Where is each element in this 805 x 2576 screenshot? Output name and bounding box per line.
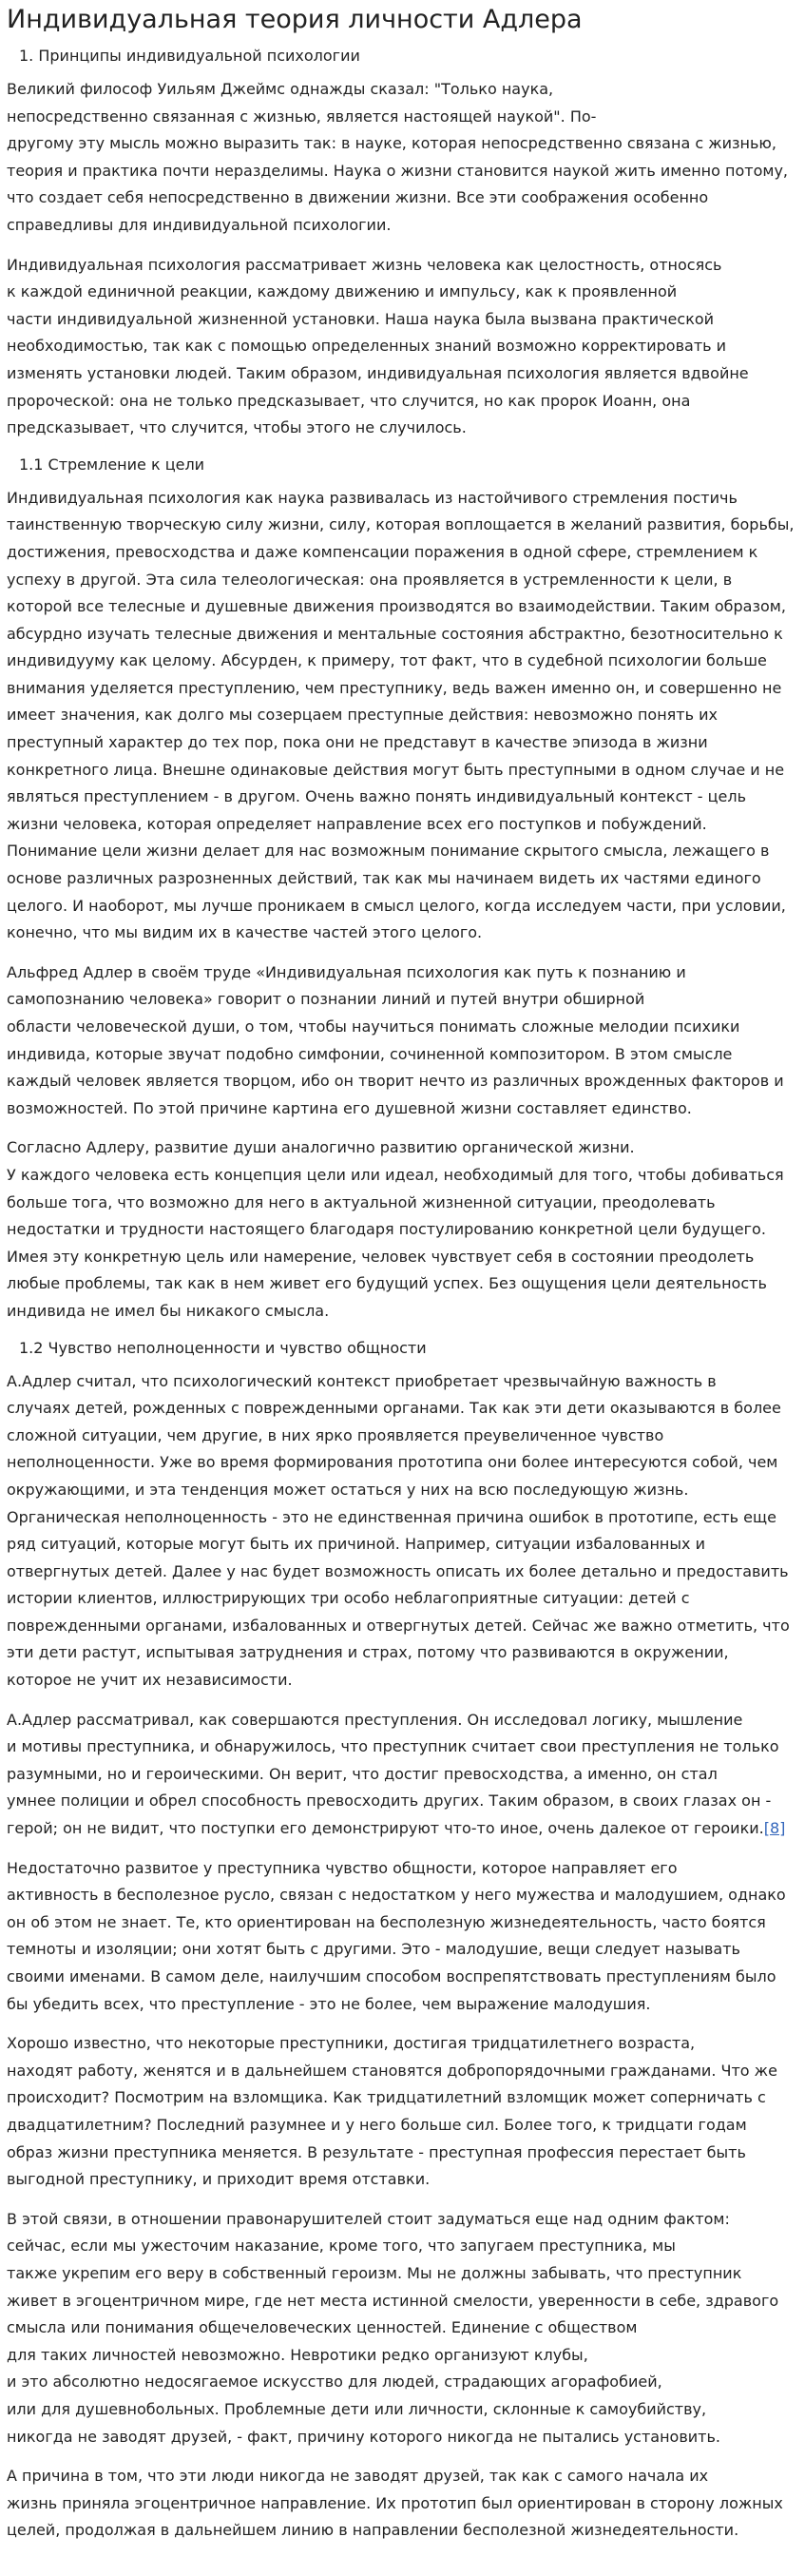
section-heading: 1.2 Чувство неполноценности и чувство общности xyxy=(19,1338,427,1357)
page-title: Индивидуальная теория личности Адлера xyxy=(7,5,583,34)
section-heading: 1. Принципы индивидуальной психологии xyxy=(19,47,360,65)
footnote-link[interactable]: [8] xyxy=(763,1819,786,1838)
paragraph-text: А.Адлер считал, что психологический контекст приобретает чрезвычайную важность в случаях детей, рожденных с поврежденными органами. Так как эти дети оказываются в более сложной ситуации, чем другие, в них ярко проявляется преувеличенное чувство неполноценности. Уже во время формирования прототипа они более интересуются собой, чем окружающими, и эта тенденция может остаться у них на всю последующую жизнь. Органическая неполноценность - это не единственная причина ошибок в прототипе, есть еще ряд ситуаций, которые могут быть их причиной. Например, ситуации избалованных и отвергнутых детей. Далее у нас будет возможность описать их более детально и предоставить истории клиентов, иллюстрирующих три особо неблагоприятные ситуации: детей с поврежденными органами, избалованных и отвергнутых детей. Сейчас же важно отметить, что эти дети растут, испытывая затруднения и страх, потому что развиваются в окружении, которое не учит их независимости. xyxy=(7,1371,790,1690)
paragraph xyxy=(7,2206,797,2450)
paragraph xyxy=(7,1134,797,1325)
paragraph-text: А.Адлер рассматривал, как совершаются преступления. Он исследовал логику, мышление и мотивы преступника, и обнаружилось, что преступник считает свои преступления не только разумными, но и героическими. Он верит, что достиг превосходства, а именно, он стал умнее полиции и обрел способность превосходить других. Таким образом, в своих глазах он - герой; он не видит, что поступки его демонстрируют что-то иное, очень далекое от героики. xyxy=(7,1710,779,1838)
paragraph-text: Согласно Адлеру, развитие души аналогично развитию органической жизни. У каждого человека есть концепция цели или идеал, необходимый для того, чтобы добиваться больше тога, что возможно для него в актуальной жизненной ситуации, преодолевать недостатки и трудности настоящего благодаря постулированию конкретной цели будущего. Имея эту конкретную цель или намерение, человек чувствует себя в состоянии преодолеть любые проблемы, так как в нем живет его будущий успех. Без ощущения цели деятельность индивида не имел бы никакого смысла. xyxy=(7,1138,784,1320)
paragraph-text: Хорошо известно, что некоторые преступники, достигая тридцатилетнего возраста, находят работу, женятся и в дальнейшем становятся добропорядочными гражданами. Что же происходит? Посмотрим на взломщика. Как тридцатилетний взломщик может соперничать с двадцатилетним? Последний разумнее и у него больше сил. Более того, к тридцати годам образ жизни преступника меняется. В результате - преступная профессия перестает быть выгодной преступнику, и приходит время отставки. xyxy=(7,2034,777,2189)
paragraph-text: А причина в том, что эти люди никогда не заводят друзей, так как с самого начала их жизнь приняла эгоцентричное направление. Их прототип был ориентирован в сторону ложных целей, продолжая в дальнейшем линию в направлении бесполезной жизнедеятельности. xyxy=(7,2467,783,2540)
section-heading: 1.1 Стремление к цели xyxy=(19,455,205,474)
paragraph-text: Великий философ Уильям Джеймс однажды сказал: "Только наука, непосредственно связанная с жизнью, является настоящей наукой". По- другому эту мысль можно выразить так: в науке, которая непосредственно связана с жизнью, теория и практика почти неразделимы. Наука о жизни становится наукой жить именно потому, что создает себя непосредственно в движении жизни. Все эти соображения особенно справедливы для индивидуальной психологии. xyxy=(7,80,788,234)
paragraph-text: Альфред Адлер в своём труде «Индивидуальная психология как путь к познанию и самопознанию человека» говорит о познании линий и путей внутри обширной области человеческой души, о том, чтобы научиться понимать сложные мелодии психики индивида, которые звучат подобно симфонии, сочиненной композитором. В этом смысле каждый человек является творцом, ибо он творит нечто из различных врожденных факторов и возможностей. По этой причине картина его душевной жизни составляет единство. xyxy=(7,962,784,1117)
paragraph xyxy=(7,76,797,240)
document-body xyxy=(7,46,797,2545)
paragraph xyxy=(7,485,797,947)
paragraph-text: Индивидуальная психология как наука развивалась из настойчивого стремления постичь таинственную творческую силу жизни, силу, которая воплощается в желаний развития, борьбы, достижения, превосходства и даже компенсации поражения в одной сфере, стремлением к успеху в другой. Эта сила телеологическая: она проявляется в устремленности к цели, в которой все телесные и душевные движения производятся во взаимодействии. Таким образом, абсурдно изучать телесные движения и ментальные состояния абстрактно, безотносительно к индивидууму как целому. Абсурден, к примеру, тот факт, что в судебной психологии больше внимания уделяется преступлению, чем преступнику, ведь важен именно он, и совершенно не имеет значения, как долго мы созерцаем преступные действия: невозможно понять их преступный характер до тех пор, пока они не представут в качестве эпизода в жизни конкретного лица. Внешне одинаковые действия могут быть преступными в одном случае и не являться преступлением - в другом. Очень важно понять индивидуальный контекст - цель жизни человека, которая определяет направление всех его поступков и побуждений. Понимание цели жизни делает для нас возможным понимание скрытого смысла, лежащего в основе различных разрозненных действий, так как мы начинаем видеть их частями единого целого. И наоборот, мы лучше проникаем в смысл целого, когда исследуем части, при условии, конечно, что мы видим их в качестве частей этого целого. xyxy=(7,488,795,942)
paragraph xyxy=(7,1707,797,1843)
paragraph-text: Индивидуальная психология рассматривает жизнь человека как целостность, относясь к каждой единичной реакции, каждому движению и импульсу, как к проявленной части индивидуальной жизненной установки. Наша наука была вызвана практической необходимостью, так как с помощью определенных знаний возможно корректировать и изменять установки людей. Таким образом, индивидуальная психология является вдвойне пророческой: она не только предсказывает, что случится, но как пророк Иоанн, она предсказывает, что случится, чтобы этого не случилось. xyxy=(7,255,749,437)
paragraph-text: Недостаточно развитое у преступника чувство общности, которое направляет его активность в бесполезное русло, связан с недостатком у него мужества и малодушием, однако он об этом не знает. Те, кто ориентирован на бесполезную жизнедеятельность, часто боятся темноты и изоляции; они хотят быть с другими. Это - малодушие, вещи следует называть своими именами. В самом деле, наилучшим способом воспрепятствовать преступлениям было бы убедить всех, что преступление - это не более, чем выражение малодушия. xyxy=(7,1858,786,2013)
paragraph-text: В этой связи, в отношении правонарушителей стоит задуматься еще над одним фактом: сейчас, если мы ужесточим наказание, кроме того, что запугаем преступника, мы также укрепим его веру в собственный героизм. Мы не должны забывать, что преступник живет в эгоцентричном мире, где нет места истинной смелости, уверенности в себе, здравого смысла или понимания общечеловеческих ценностей. Единение с обществом для таких личностей невозможно. Невротики редко организуют клубы, и это абсолютно недосягаемое искусство для людей, страдающих агорафобией, или для душевнобольных. Проблемные дети или личности, склонные к самоубийству, никогда не заводят друзей, - факт, причину которого никогда не пытались установить. xyxy=(7,2209,779,2446)
paragraph xyxy=(7,959,797,1123)
paragraph xyxy=(7,2030,797,2194)
paragraph xyxy=(7,1855,797,2019)
paragraph xyxy=(7,1368,797,1695)
paragraph xyxy=(7,252,797,442)
paragraph xyxy=(7,2463,797,2545)
